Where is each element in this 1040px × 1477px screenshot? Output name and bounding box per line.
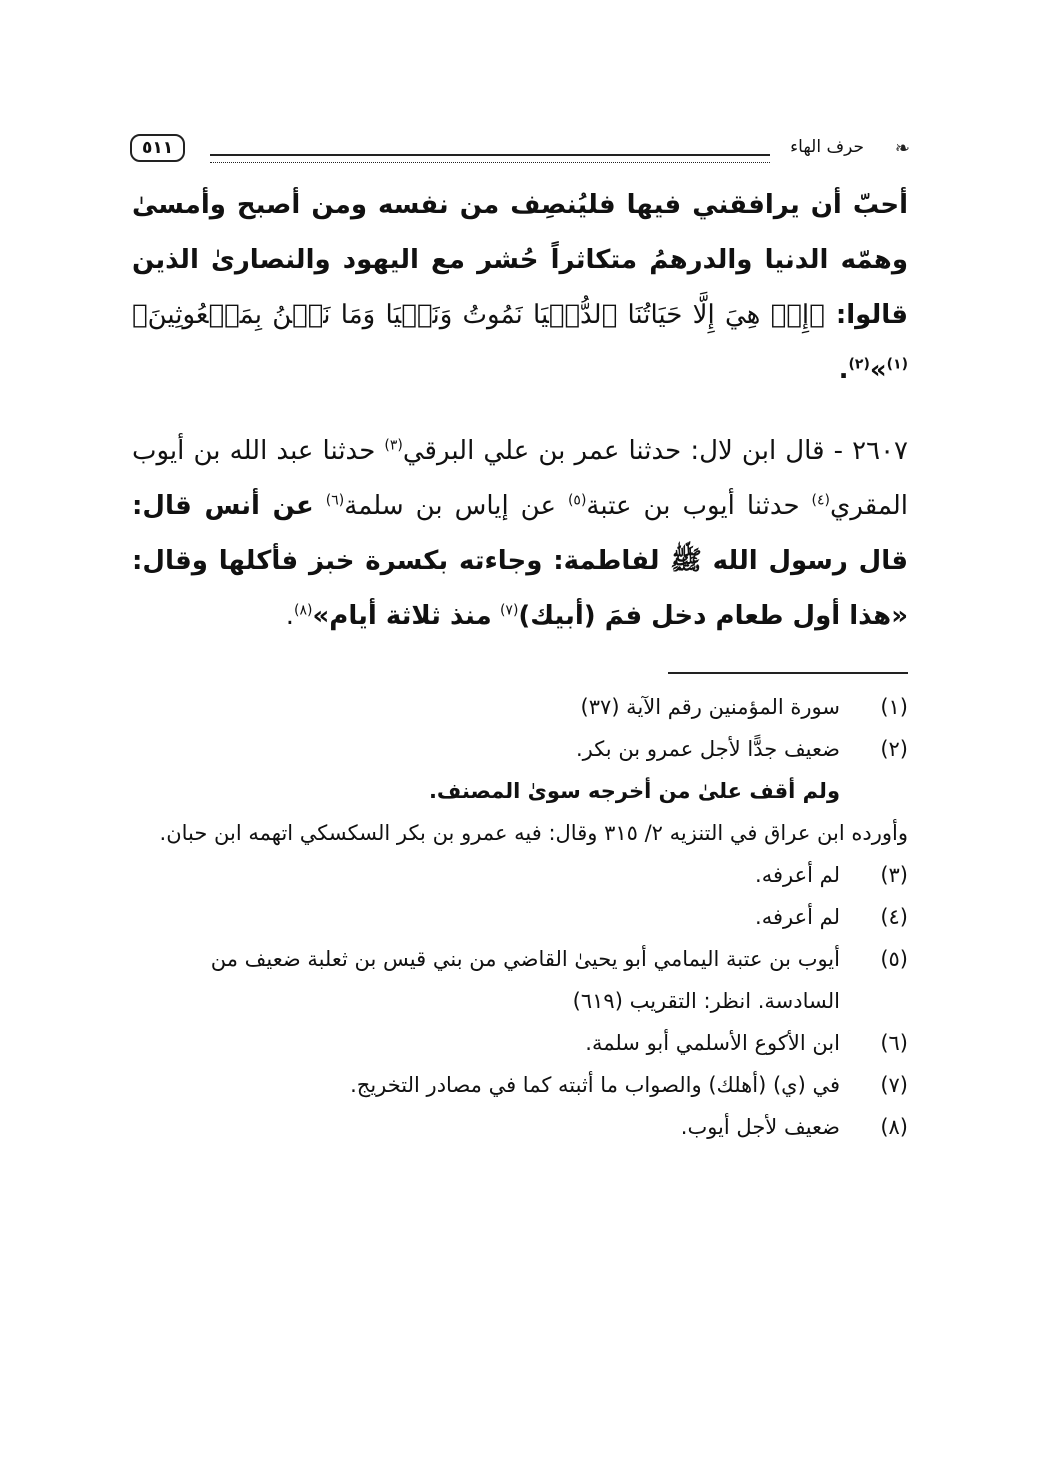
- paragraph-1: [132, 178, 908, 398]
- footnote-6: [132, 1022, 908, 1064]
- footnote-text: ضعيف لأجل أيوب.: [680, 1115, 840, 1139]
- isnad-part-1: - قال ابن لال: حدثنا عمر بن علي البرقي: [402, 436, 844, 466]
- isnad-part-2: حدثنا عبد الله بن أيوب المقري: [132, 436, 909, 521]
- footnote-text: ولم أقف علىٰ من أخرجه سوىٰ المصنف.: [428, 779, 840, 803]
- footnote-number: (٢): [880, 737, 908, 761]
- footnote-number: (٧): [880, 1073, 908, 1097]
- footnote-text: لم أعرفه.: [755, 905, 840, 929]
- footnote-text: سورة المؤمنين رقم الآية (٣٧): [580, 695, 840, 719]
- footnote-text: ضعيف جدًّا لأجل عمرو بن بكر.: [575, 737, 840, 761]
- footnote-ref-6[interactable]: (٦): [325, 492, 345, 509]
- footnote-number: (٤): [880, 905, 908, 929]
- isnad-part-4: عن إياس بن سلمة: [344, 491, 556, 521]
- footnote-number: (٣): [880, 863, 908, 887]
- footnote-ref-4[interactable]: (٤): [811, 492, 830, 509]
- footnote-8: [132, 1106, 908, 1148]
- footnote-text: ابن الأكوع الأسلمي أبو سلمة.: [585, 1031, 840, 1055]
- paragraph-2-end: .: [285, 601, 295, 631]
- footnotes: [132, 686, 908, 1148]
- matn-part-2: منذ ثلاثة أيام»: [312, 601, 492, 631]
- hadith-number: ٢٦٠٧: [852, 436, 909, 466]
- footnote-1: [132, 686, 908, 728]
- quote-close: »: [869, 355, 887, 385]
- footnote-ref-7[interactable]: (٧): [499, 602, 519, 619]
- ornament-icon: ❧: [894, 138, 910, 159]
- footnote-number: (٨): [880, 1115, 908, 1139]
- matn-part-1: عن أنس قال: قال رسول الله ﷺ لفاطمة: وجاءته بكسرة خبز فأكلها وقال: «هذا أول طعام دخل فمَ (أبيك): [132, 491, 908, 631]
- footnote-number: (٦): [880, 1031, 908, 1055]
- footnote-text: وأورده ابن عراق في التنزيه ٢/ ٣١٥ وقال: فيه عمرو بن بكر السكسكي اتهمه ابن حبان.: [159, 821, 908, 845]
- footnote-ref-1[interactable]: (١): [886, 356, 908, 373]
- footnote-5: [132, 938, 908, 1022]
- page-number: ٥١١: [130, 134, 185, 162]
- paragraph-1-text: أحبّ أن يرافقني فيها فليُنصِف من نفسه ومن أصبح وأمسىٰ وهمّه الدنيا والدرهمُ متكاثراً حُشر مع اليهود والنصارىٰ الذين قالوا:: [132, 190, 908, 330]
- footnote-3: [132, 854, 908, 896]
- paragraph-2: [132, 424, 908, 644]
- quran-verse: ﴿إِنۡ هِيَ إِلَّا حَيَاتُنَا ٱلدُّنۡيَا نَمُوتُ وَنَحۡيَا وَمَا نَحۡنُ بِمَبۡعُوثِينَ﴾: [132, 300, 825, 330]
- isnad-part-3: حدثنا أيوب بن عتبة: [586, 491, 800, 521]
- footnote-2-continued: [132, 770, 908, 812]
- running-header: [130, 136, 910, 166]
- footnote-text: لم أعرفه.: [755, 863, 840, 887]
- footnote-number: (١): [880, 695, 908, 719]
- footnote-4: [132, 896, 908, 938]
- footnote-7: [132, 1064, 908, 1106]
- footnote-number: (٥): [880, 947, 908, 971]
- footnote-ref-8[interactable]: (٨): [294, 602, 313, 619]
- page-content: [132, 178, 908, 1148]
- header-rule: [210, 154, 770, 163]
- footnote-ref-2[interactable]: (٢): [848, 356, 870, 373]
- footnote-text: أيوب بن عتبة اليمامي أبو يحيىٰ القاضي من بني قيس بن ثعلبة ضعيف من السادسة. انظر: التقريب (٦١٩): [210, 947, 840, 1013]
- footnote-ref-5[interactable]: (٥): [567, 492, 587, 509]
- footnote-text: في (ي) (أهلك) والصواب ما أثبته كما في مصادر التخريج.: [350, 1073, 840, 1097]
- footnote-2: [132, 728, 908, 770]
- chapter-title: حرف الهاء: [784, 136, 870, 158]
- footnote-ref-3[interactable]: (٣): [384, 437, 403, 454]
- footnote-divider: [668, 672, 908, 674]
- paragraph-1-end: .: [838, 355, 849, 385]
- footnote-2-extra: [132, 812, 908, 854]
